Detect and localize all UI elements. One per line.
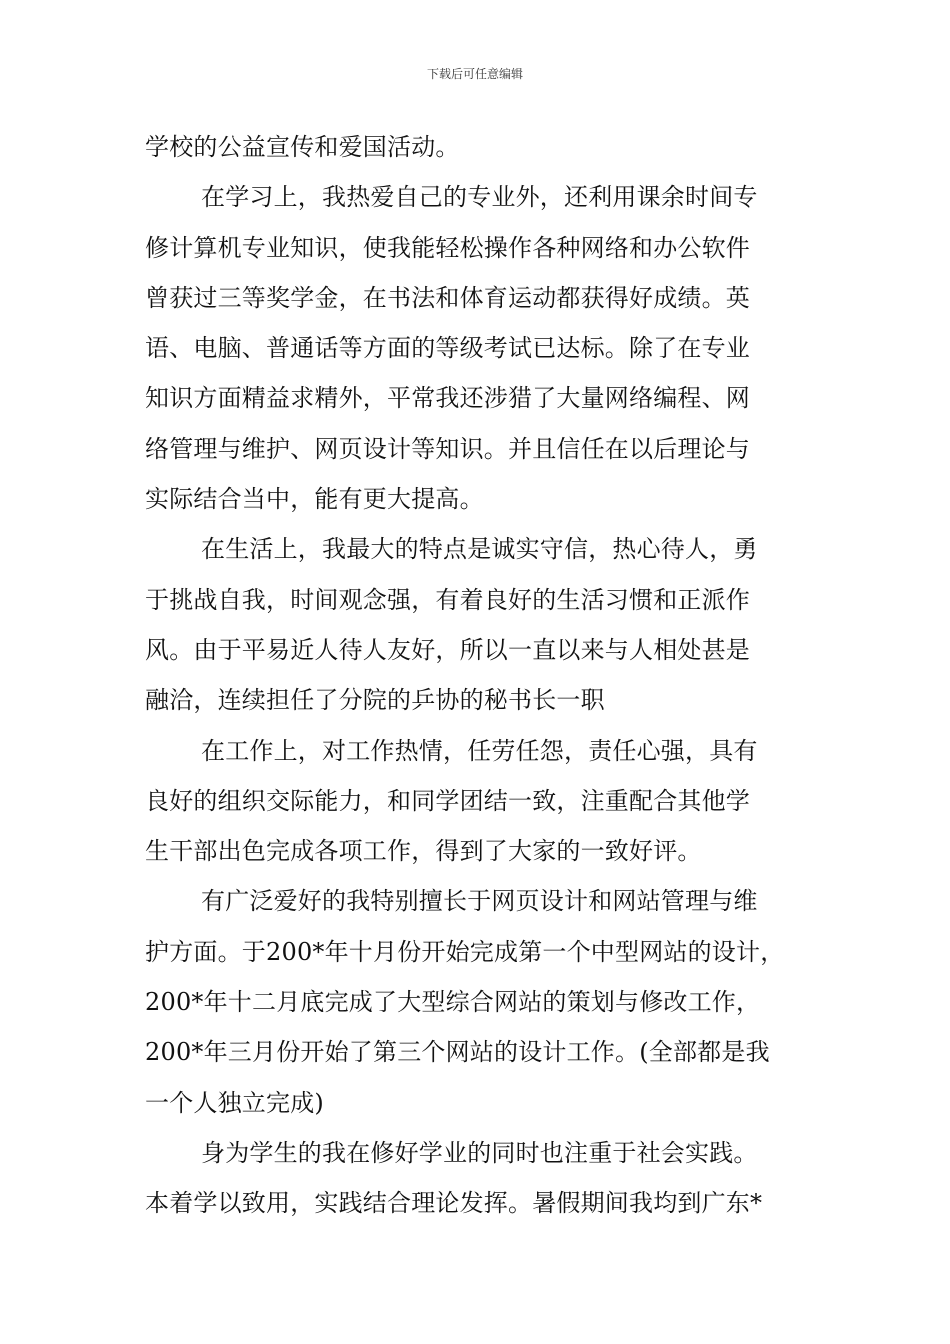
paragraph-start-line: 在学习上，我热爱自己的专业外，还利用课余时间专 xyxy=(201,183,758,212)
text-line: 生干部出色完成各项工作，得到了大家的一致好评。 xyxy=(145,837,702,866)
paragraph-start-line: 在生活上，我最大的特点是诚实守信，热心待人，勇 xyxy=(201,535,758,564)
text-line: 护方面。于200*年十月份开始完成第一个中型网站的设计， xyxy=(145,937,785,966)
text-line: 良好的组织交际能力，和同学团结一致，注重配合其他学 xyxy=(145,786,750,815)
text-line: 融洽，连续担任了分院的乒协的秘书长一职 xyxy=(145,686,605,715)
paragraph-start-line: 身为学生的我在修好学业的同时也注重于社会实践。 xyxy=(201,1138,758,1167)
paragraph-start-line: 有广泛爱好的我特别擅长于网页设计和网站管理与维 xyxy=(201,887,758,916)
text-line: 风。由于平易近人待人友好，所以一直以来与人相处甚是 xyxy=(145,635,750,664)
text-line: 知识方面精益求精外，平常我还涉猎了大量网络编程、网 xyxy=(145,384,750,413)
text-line: 一个人独立完成) xyxy=(145,1088,324,1117)
text-line: 实际结合当中，能有更大提高。 xyxy=(145,485,484,514)
page-header-note: 下载后可任意编辑 xyxy=(426,67,523,81)
paragraph-start-line: 在工作上，对工作热情，任劳任怨，责任心强，具有 xyxy=(201,736,758,765)
text-line: 于挑战自我，时间观念强，有着良好的生活习惯和正派作 xyxy=(145,585,750,614)
text-line: 修计算机专业知识，使我能轻松操作各种网络和办公软件 xyxy=(145,233,750,262)
text-line: 学校的公益宣传和爱国活动。 xyxy=(145,133,460,161)
text-line: 本着学以致用，实践结合理论发挥。暑假期间我均到广东* xyxy=(145,1189,763,1218)
text-line: 曾获过三等奖学金，在书法和体育运动都获得好成绩。英 xyxy=(145,283,750,312)
text-line: 200*年十二月底完成了大型综合网站的策划与修改工作， xyxy=(145,988,761,1017)
text-line: 200*年三月份开始了第三个网站的设计工作。(全部都是我 xyxy=(145,1038,770,1067)
text-line: 语、电脑、普通话等方面的等级考试已达标。除了在专业 xyxy=(145,334,750,363)
document-body xyxy=(145,122,825,1229)
text-line: 络管理与维护、网页设计等知识。并且信任在以后理论与 xyxy=(145,434,750,463)
